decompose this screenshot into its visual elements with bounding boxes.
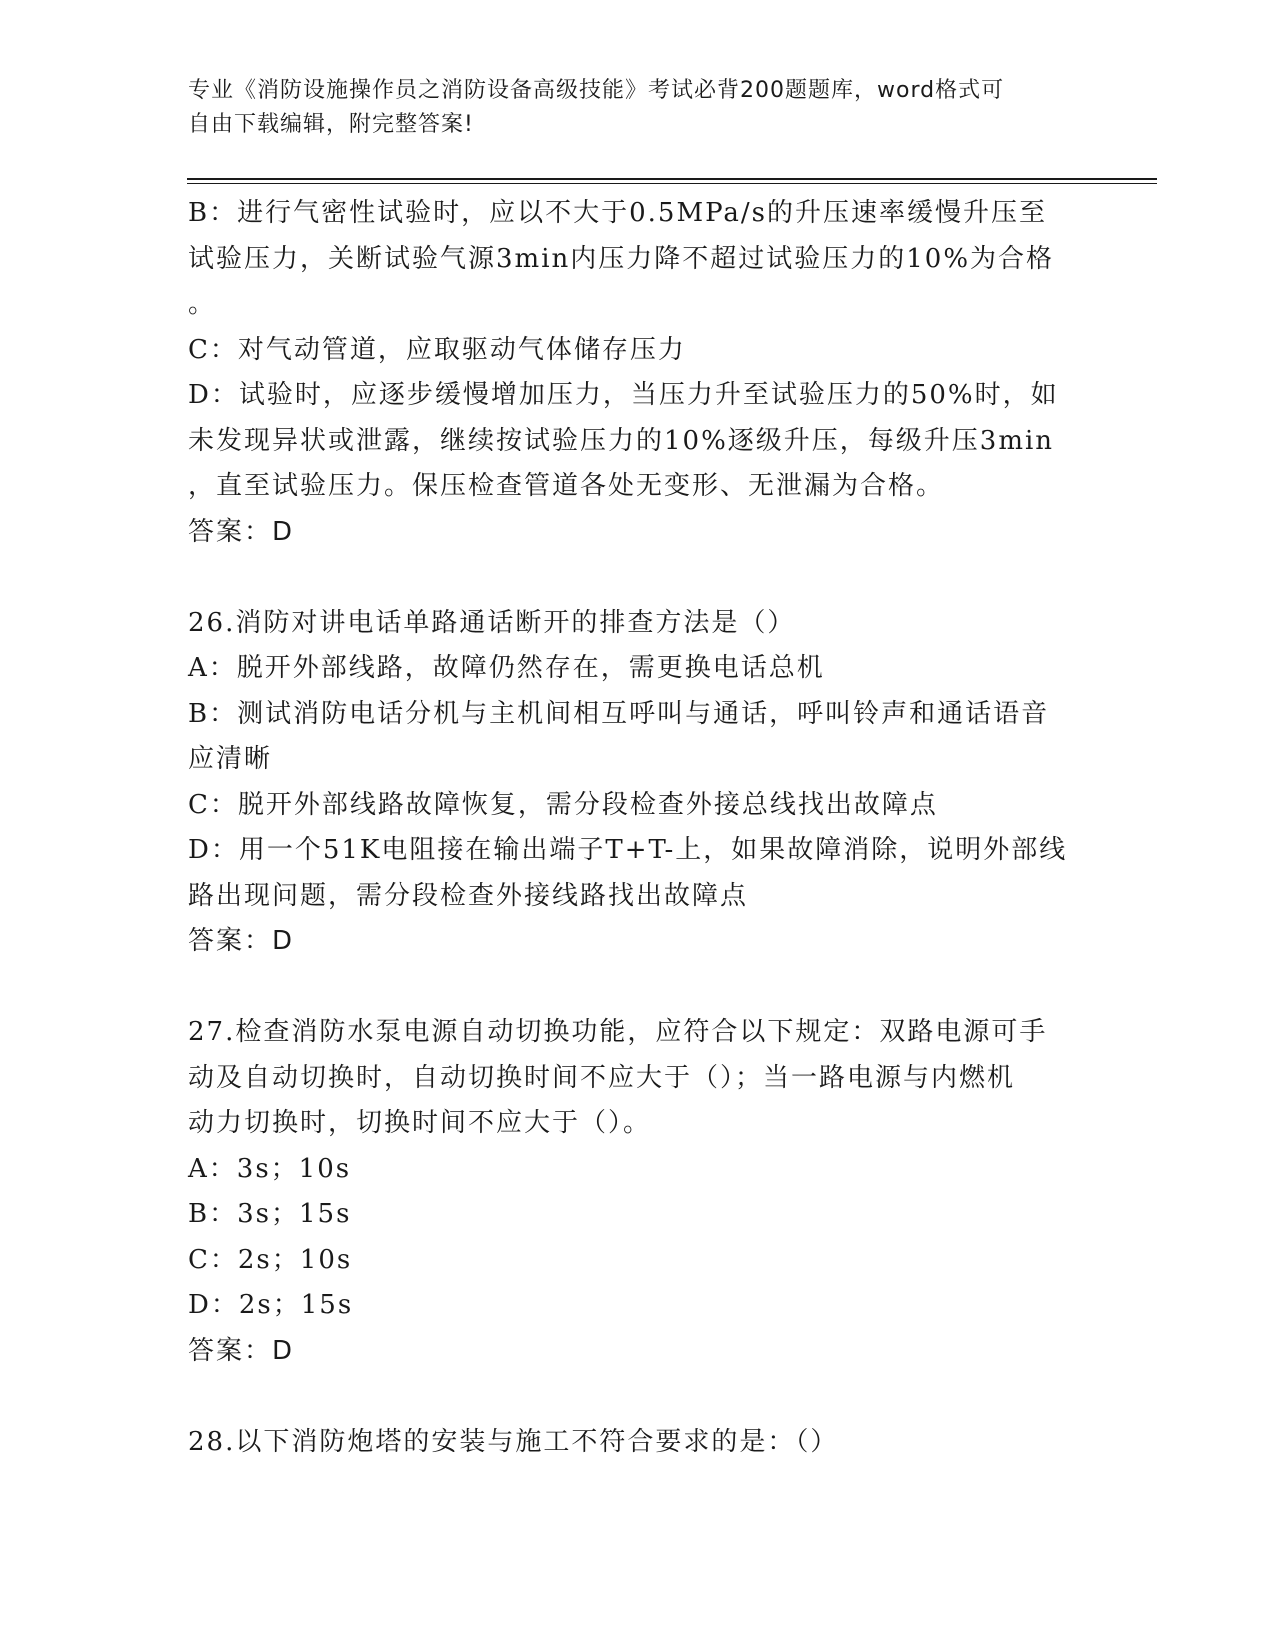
- option-d-line: 路出现问题，需分段检查外接线路找出故障点: [188, 880, 749, 911]
- question-stem-line: 动力切换时，切换时间不应大于（）。: [188, 1108, 652, 1138]
- header-rule-thick: [187, 178, 1157, 180]
- option-b-line: B：测试消防电话分机与主机间相互呼叫与通话，呼叫铃声和通话语音: [188, 698, 1050, 729]
- answer-line: 答案：D: [188, 926, 295, 956]
- spacer: [188, 555, 1088, 601]
- spacer: [188, 1374, 1088, 1420]
- option-b: B：3s；15s: [188, 1199, 352, 1229]
- question-stem: 28.以下消防炮塔的安装与施工不符合要求的是：（）: [188, 1426, 839, 1457]
- option-b-line: B：进行气密性试验时，应以不大于0.5MPa/s的升压速率缓慢升压至: [188, 198, 1048, 228]
- question-27: [188, 1010, 1088, 1374]
- option-d: D：2s；15s: [188, 1290, 354, 1320]
- option-b-line: 。: [188, 289, 217, 319]
- answer-line: 答案：D: [188, 1335, 295, 1366]
- question-stem: 26.消防对讲电话单路通话断开的排查方法是（）: [188, 607, 796, 638]
- question-28: [188, 1420, 1088, 1466]
- option-c: C：脱开外部线路故障恢复，需分段检查外接总线找出故障点: [188, 789, 938, 820]
- option-d-line: 未发现异状或泄露，继续按试验压力的10%逐级升压，每级升压3min: [188, 425, 1055, 456]
- option-a: A：3s；10s: [188, 1153, 352, 1184]
- option-d-line: D：试验时，应逐步缓慢增加压力，当压力升至试验压力的50%时，如: [188, 380, 1059, 410]
- option-b-line: 应清晰: [188, 744, 273, 774]
- spacer: [188, 965, 1088, 1011]
- document-body: [188, 191, 1088, 1465]
- option-a: A：脱开外部线路，故障仍然存在，需更换电话总机: [188, 653, 825, 683]
- option-d-line: D：用一个51K电阻接在输出端子T+T-上，如果故障消除，说明外部线: [188, 835, 1068, 865]
- option-d-line: ，直至试验压力。保压检查管道各处无变形、无泄漏为合格。: [188, 471, 945, 501]
- question-stem-line: 27.检查消防水泵电源自动切换功能，应符合以下规定：双路电源可手: [188, 1017, 1048, 1047]
- option-c: C：对气动管道，应取驱动气体储存压力: [188, 334, 686, 365]
- document-header: [188, 74, 1088, 142]
- option-c: C：2s；10s: [188, 1244, 353, 1275]
- question-25-tail: [188, 191, 1088, 555]
- question-26: [188, 601, 1088, 965]
- answer-line: 答案：D: [188, 516, 295, 547]
- header-line-1: 专业《消防设施操作员之消防设备高级技能》考试必背200题题库，word格式可: [188, 78, 1005, 103]
- header-line-2: 自由下载编辑，附完整答案!: [188, 112, 474, 137]
- question-stem-line: 动及自动切换时，自动切换时间不应大于（）；当一路电源与内燃机: [188, 1062, 1016, 1093]
- header-rule-thin: [187, 183, 1157, 184]
- option-b-line: 试验压力，关断试验气源3min内压力降不超过试验压力的10%为合格: [188, 243, 1055, 274]
